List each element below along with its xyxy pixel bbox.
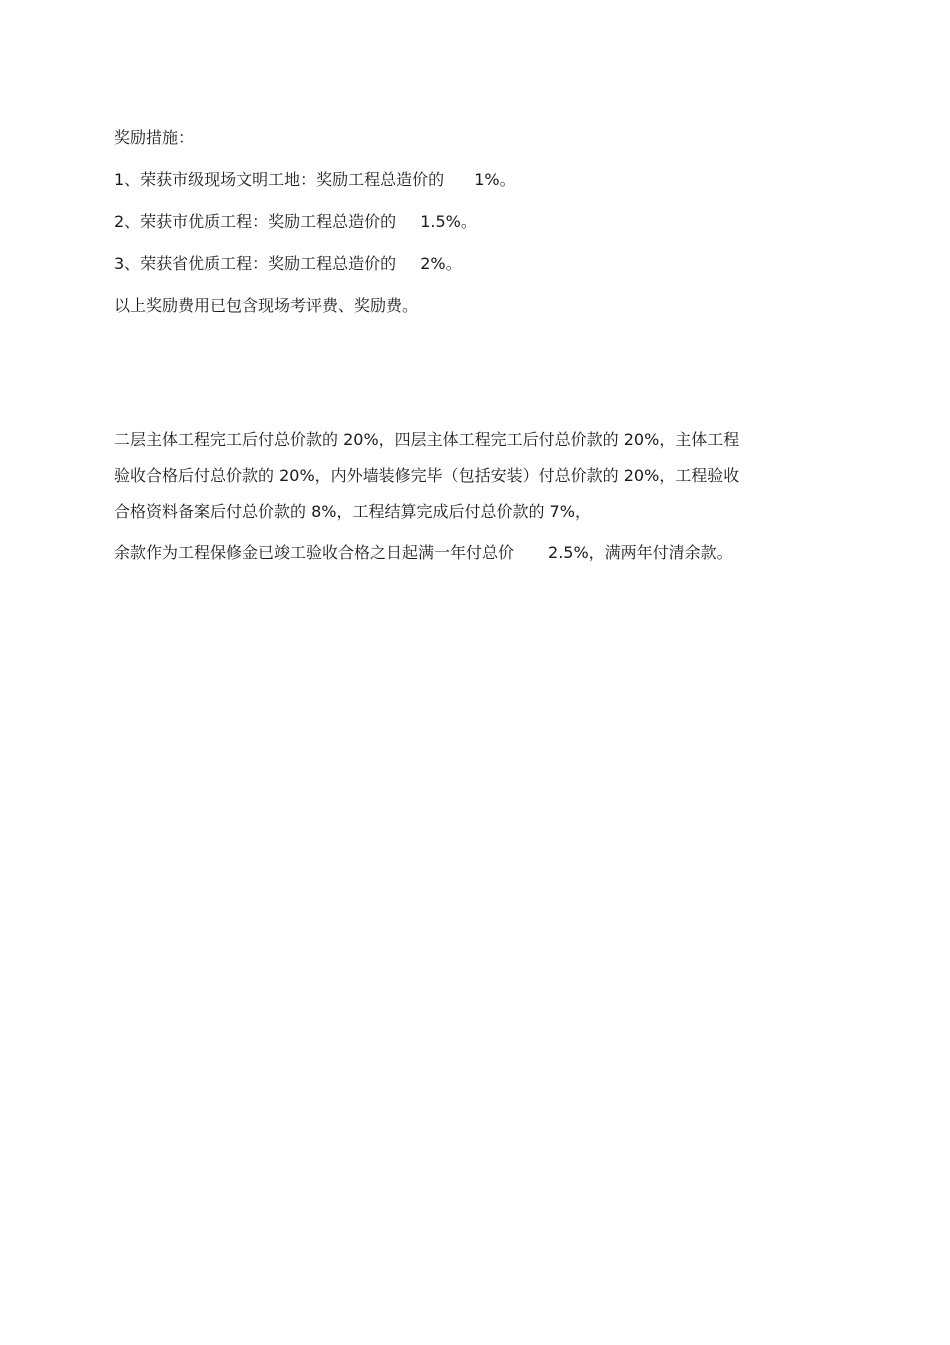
- reward-item-3-value: 2%。: [420, 254, 462, 273]
- payment-retention-value: 2.5%，满两年付清余款。: [548, 543, 733, 562]
- payment-line-2: 验收合格后付总价款的 20%，内外墙装修完毕（包括安装）付总价款的 20%，工程验收: [114, 466, 740, 485]
- rewards-note: 以上奖励费用已包含现场考评费、奖励费。: [114, 296, 419, 315]
- reward-item-2-value: 1.5%。: [420, 212, 477, 231]
- payment-retention-text: 余款作为工程保修金已竣工验收合格之日起满一年付总价: [114, 543, 515, 562]
- reward-item-2-text: 2、荣获市优质工程：奖励工程总造价的: [114, 212, 397, 231]
- reward-item-1-value: 1%。: [474, 170, 516, 189]
- reward-item-1: [114, 170, 516, 190]
- reward-item-1-text: 1、荣获市级现场文明工地：奖励工程总造价的: [114, 170, 445, 189]
- reward-item-2: [114, 212, 477, 232]
- payment-retention: [114, 543, 733, 563]
- payment-line-1: 二层主体工程完工后付总价款的 20%，四层主体工程完工后付总价款的 20%，主体工程: [114, 430, 740, 449]
- rewards-heading: 奖励措施：: [114, 128, 195, 147]
- reward-item-3-text: 3、荣获省优质工程：奖励工程总造价的: [114, 254, 397, 273]
- reward-item-3: [114, 254, 462, 274]
- payment-line-3: 合格资料备案后付总价款的 8%，工程结算完成后付总价款的 7%，: [114, 502, 591, 521]
